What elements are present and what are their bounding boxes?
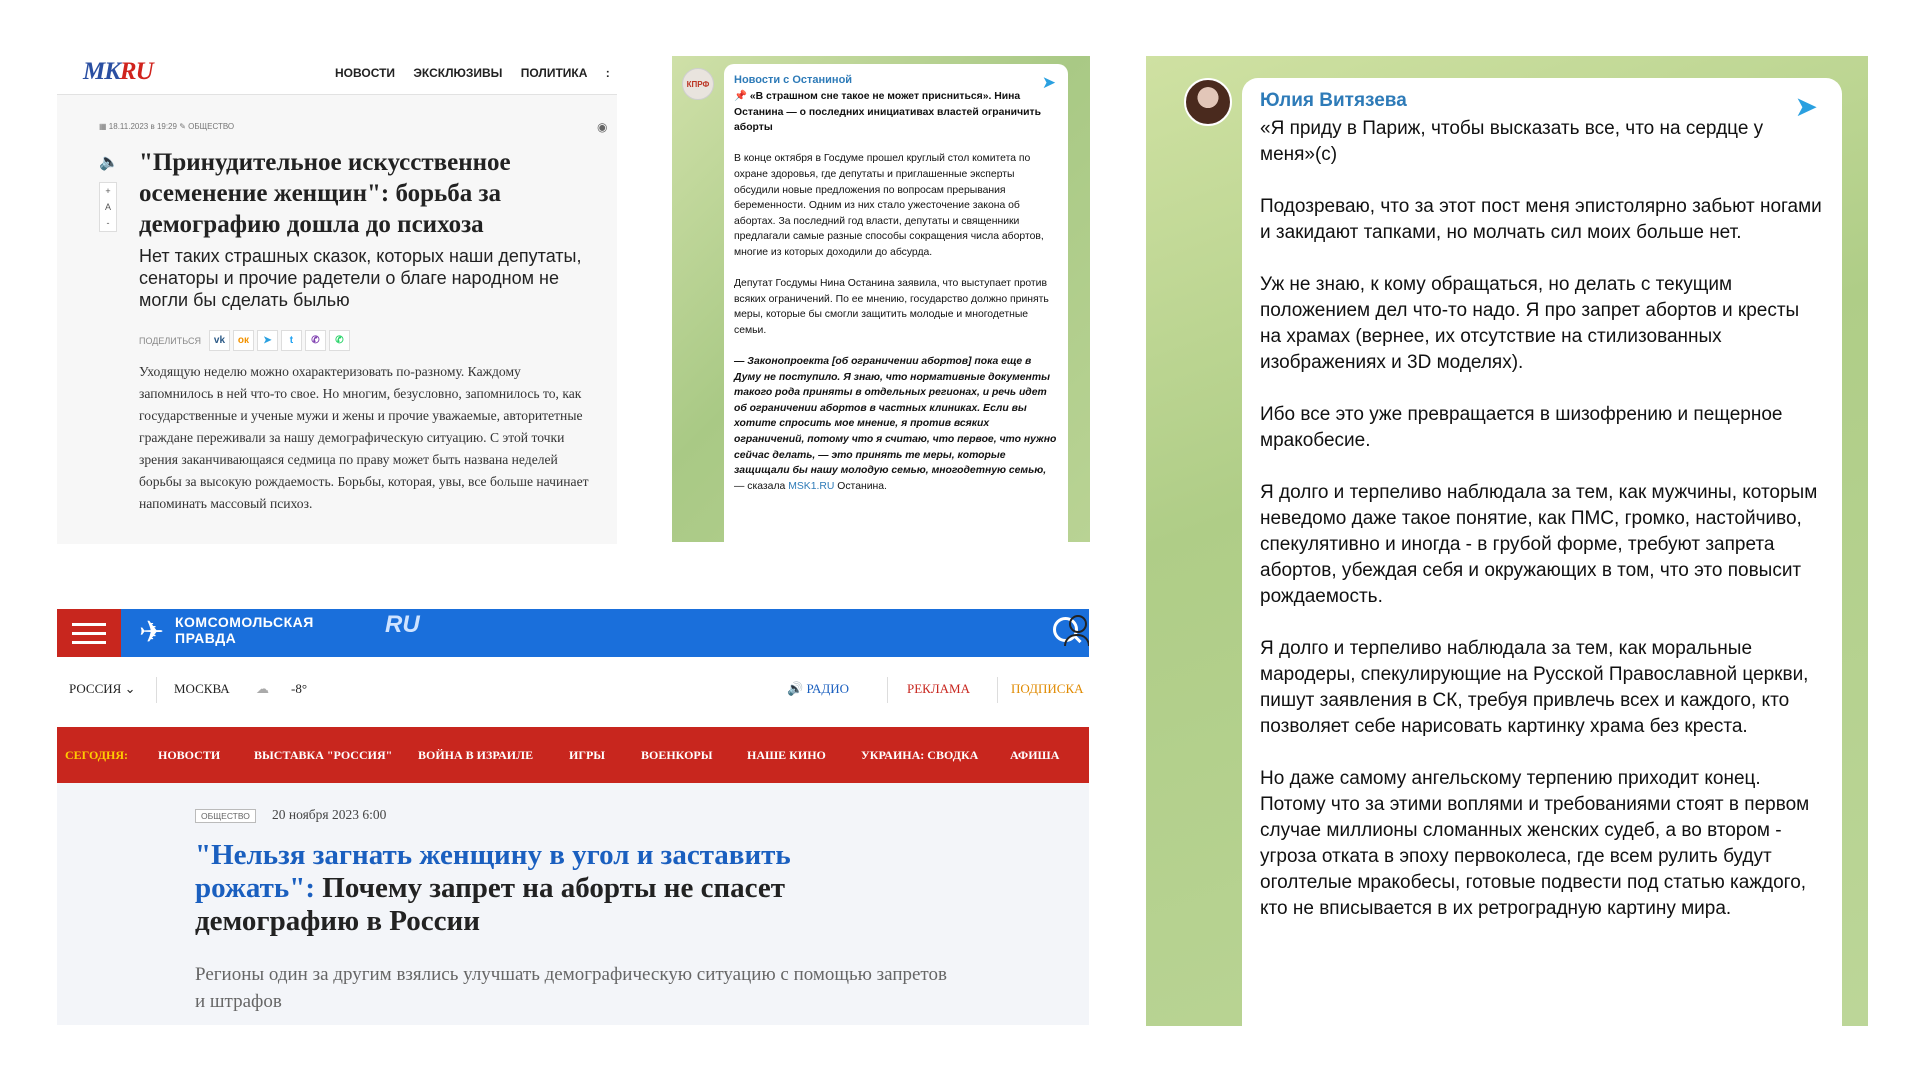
kp-article-subtitle: Регионы один за другим взялись улучшать демографическую ситуацию с помощью запретов и штрафов — [195, 964, 947, 1012]
channel-name[interactable]: Новости с Останиной — [734, 74, 853, 86]
message-paragraph: Ибо все это уже превращается в шизофрению и пещерное мракобесие. — [1260, 404, 1783, 451]
message-paragraph: Подозреваю, что за этот пост меня эпистолярно забьют ногами и закидают тапками, но молчать сил моих больше нет. — [1260, 196, 1822, 243]
mk-article-lead: Нет таких страшных сказок, которых наши депутаты, сенаторы и прочие радетели о благе народном не могли бы сделать былью — [139, 246, 582, 310]
telegram-icon: ➤ — [1794, 91, 1818, 122]
title-quote: "Нельзя загнать женщину в угол и заставить рожать": — [195, 839, 791, 904]
mk-article-body: Уходящую неделю можно охарактеризовать по-разному. Каждому запомнилось в ней что-то свое. Но многим, безусловно, запомнилось то, как государственные и ученые мужи и жены и прочие уважаемые, авторитетные граждане переживали за нашу демографическую ситуацию. С этой точки зрения заканчивающаяся седмица по праву может быть названа неделей борьбы за высокую рождаемость. Борьбы, которая, увы, все больше начинает напоминать массовый психоз. — [139, 364, 589, 511]
topic-israel-war[interactable]: ВОЙНА В ИЗРАИЛЕ — [418, 748, 534, 762]
mk-article-rubric[interactable]: ОБЩЕСТВО — [188, 122, 235, 131]
topic-war-correspondents[interactable]: ВОЕНКОРЫ — [641, 748, 713, 762]
subscribe-link[interactable]: ПОДПИСКА — [1011, 681, 1084, 696]
message-bubble — [724, 64, 1068, 542]
eye-icon: ◉ — [597, 120, 608, 134]
temperature: -8° — [291, 681, 308, 696]
kp-logo-bird-icon: ✈ — [139, 616, 165, 649]
weather-icon: ☁ — [256, 681, 269, 696]
message-paragraph: Я долго и терпеливо наблюдала за тем, как мужчины, которым неведомо даже такое понятие, как ПМС, громко, настойчиво, спекулятивно и иногда - в грубой форме, требуют запрета абортов, убеждая себя и окружающих в том, что это повысит рождаемость. — [1260, 482, 1818, 607]
user-icon-body — [1064, 634, 1089, 646]
kp-header-bar — [121, 609, 1089, 657]
pen-icon: ✎ — [179, 122, 186, 131]
quote-end: Останина. — [834, 480, 887, 492]
mk-nav-exclusives[interactable]: ЭКСКЛЮЗИВЫ — [413, 66, 503, 80]
kp-article-title — [195, 839, 915, 938]
rubric-badge[interactable]: ОБЩЕСТВО — [195, 809, 256, 823]
chevron-down-icon: ⌄ — [124, 681, 136, 696]
message-paragraph: Но даже самому ангельскому терпению приходит конец. Потому что за этими воплями и требованиями стоят в первом случае миллионы сломанных женских судеб, а во втором - угроза отката в эпоху первоколеса, где всем рулить будут оголтелые мракобесы, готовые подвести под статью каждого, кто не вписывается в их ретроградную картину мира. — [1260, 768, 1810, 919]
message-bubble — [1242, 78, 1842, 1026]
mk-article-date: 18.11.2023 в 19:29 — [108, 122, 177, 131]
hamburger-menu-button[interactable] — [57, 609, 121, 657]
mk-article-meta — [99, 122, 234, 131]
topic-ukraine-summary[interactable]: УКРАИНА: СВОДКА — [861, 748, 979, 762]
topic-our-cinema[interactable]: НАШЕ КИНО — [747, 748, 826, 762]
mk-share-bar — [139, 330, 353, 351]
kp-article-screenshot — [57, 605, 1089, 1025]
message-paragraph: Я долго и терпеливо наблюдала за тем, как моральные мародеры, спекулирующие на Русской Православной церкви, пишут заявления в СК, требуя привлечь всех и каждого, кто позволяет себе нарисовать картинку храма без креста. — [1260, 638, 1809, 737]
font-size-control[interactable]: + A - — [99, 182, 117, 232]
title-rest: Почему запрет на аборты не спасет демографию в России — [195, 872, 786, 937]
divider — [887, 677, 888, 703]
kp-article-header — [57, 783, 1089, 1025]
divider — [997, 677, 998, 703]
odnoklassniki-icon[interactable]: ок — [233, 330, 254, 351]
mk-nav-more[interactable]: : — [605, 66, 610, 80]
message-quote-block — [734, 354, 1058, 494]
quote-attribution: — сказала — [734, 480, 789, 492]
topic-exhibition[interactable]: ВЫСТАВКА "РОССИЯ" — [254, 748, 393, 762]
share-label: ПОДЕЛИТЬСЯ — [139, 335, 201, 346]
telegram-icon[interactable]: ➤ — [257, 330, 278, 351]
message-paragraph: Уж не знаю, к кому обращаться, но делать с текущим положением дел что-то надо. Я про запрет абортов и кресты на храмах (вернее, их отсутствие на стилизованных изображениях и 3D моделях). — [1260, 274, 1800, 373]
mk-logo[interactable]: MKRU — [83, 58, 153, 85]
today-label: СЕГОДНЯ: — [65, 748, 128, 762]
message-paragraph: «Я приду в Париж, чтобы высказать все, что на сердце у меня»(с) — [1260, 118, 1764, 165]
kp-secondary-bar — [57, 673, 1089, 703]
mk-nav-politics[interactable]: ПОЛИТИКА — [520, 66, 588, 80]
divider — [156, 677, 157, 703]
channel-avatar[interactable]: КПРФ — [682, 68, 714, 100]
user-icon[interactable] — [1069, 615, 1087, 633]
source-link[interactable]: MSK1.RU — [788, 480, 835, 492]
kp-logo-ru: RU — [385, 611, 420, 638]
topic-news[interactable]: НОВОСТИ — [158, 748, 221, 762]
topic-games[interactable]: ИГРЫ — [569, 748, 606, 762]
region-select[interactable]: РОССИЯ ⌄ — [69, 681, 136, 696]
message-paragraph: В конце октября в Госдуме прошел круглый стол комитета по охране здоровья, где депутаты и приглашенные эксперты обсудили новые предложения по вопросам прерывания беременности. Одним из них стало ужесточение закона об абортах. За последний год власти, депутаты и священники предлагали самые разные способы сокращения числа абортов, многие из которых доходили до абсурда. — [734, 153, 1044, 258]
kp-logo-text[interactable]: КОМСОМОЛЬСКАЯ ПРАВДА — [175, 614, 314, 646]
telegram-post-ostanina — [672, 56, 1090, 542]
channel-name[interactable]: Юлия Витязева — [1260, 90, 1407, 111]
telegram-icon: ➤ — [1041, 73, 1056, 92]
mk-header — [57, 54, 617, 95]
message-paragraph: Депутат Госдумы Нина Останина заявила, что выступает против всяких ограничений. По ее мнению, государство должно принять меры, которые бы смогли защитить молодые и многодетные семьи. — [734, 278, 1049, 336]
mk-nav — [335, 66, 617, 80]
calendar-icon: ▦ — [99, 122, 107, 131]
message-text — [1260, 116, 1824, 922]
radio-link[interactable]: 🔊 РАДИО — [787, 681, 850, 696]
twitter-icon[interactable]: t — [281, 330, 302, 351]
mk-nav-news[interactable]: НОВОСТИ — [335, 66, 396, 80]
topic-afisha[interactable]: АФИША — [1010, 748, 1060, 762]
vk-icon[interactable]: vk — [209, 330, 230, 351]
city-label[interactable]: МОСКВА — [174, 681, 230, 696]
whatsapp-icon[interactable]: ✆ — [329, 330, 350, 351]
radio-icon: 🔊 — [787, 681, 804, 696]
ads-link[interactable]: РЕКЛАМА — [907, 681, 970, 696]
mk-article-tools — [99, 152, 119, 232]
message-heading: 📌 «В страшном сне такое не может присниться». Нина Останина — о последних инициативах властей ограничить аборты — [734, 91, 1041, 134]
mk-article-title: "Принудительное искусственное осеменение женщин": борьба за демографию дошла до психоза — [139, 149, 511, 238]
channel-avatar[interactable] — [1184, 78, 1232, 126]
mk-article-screenshot — [57, 54, 617, 544]
message-text — [734, 89, 1058, 494]
viber-icon[interactable]: ✆ — [305, 330, 326, 351]
message-quote: — Законопроекта [об ограничении абортов] пока еще в Думу не поступило. Я знаю, что нормативные документы такого рода приняты в отдельных регионах, и речь идет об ограничении абортов в частных клиниках. Если вы хотите спросить мое мнение, я против всяких ограничений, потому что я считаю, что первое, что нужно сейчас делать, — это принять те меры, которые защищали бы нашу молодую семью, многодетную семью, — [734, 356, 1057, 477]
article-date: 20 ноября 2023 6:00 — [272, 807, 387, 822]
telegram-post-vityazeva — [1146, 56, 1868, 1026]
speaker-icon[interactable]: 🔈 — [99, 154, 119, 171]
kp-topics-bar — [57, 727, 1089, 783]
